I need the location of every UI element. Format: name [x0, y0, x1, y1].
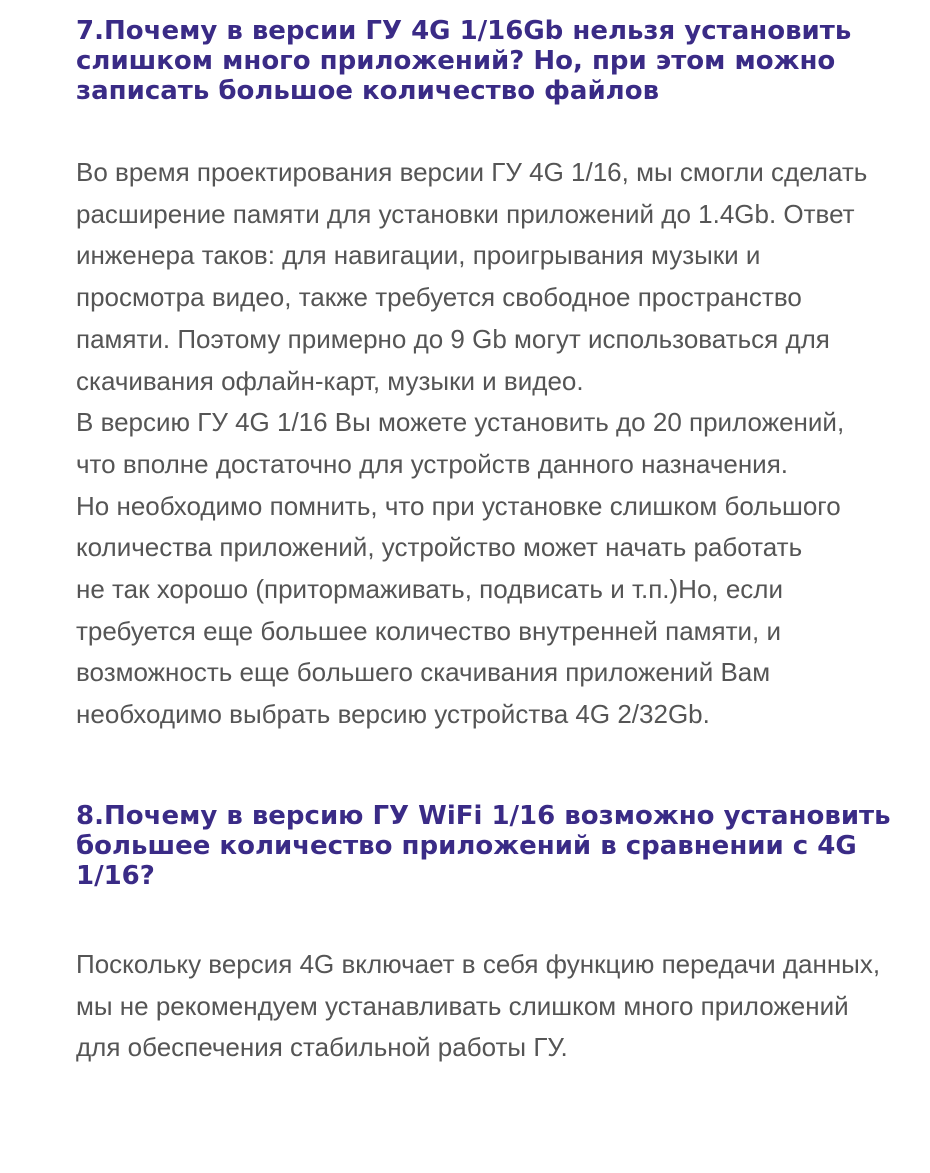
answer-line: скачивания офлайн-карт, музыки и видео.: [76, 365, 584, 396]
answer-line: необходимо выбрать версию устройства 4G 2/32Gb.: [76, 699, 710, 730]
faq-answer-8: [76, 944, 881, 1069]
question-line: слишком много приложений? Но, при этом можно: [76, 46, 836, 76]
answer-line: В версию ГУ 4G 1/16 Вы можете установить до 20 приложений,: [76, 407, 845, 438]
question-line: большее количество приложений в сравнении с 4G: [76, 831, 857, 861]
question-line: 8.Почему в версию ГУ WiFi 1/16 возможно установить: [76, 801, 891, 831]
answer-line: памяти. Поэтому примерно до 9 Gb могут использоваться для: [76, 323, 830, 354]
faq-question-7: [76, 16, 856, 106]
answer-line: что вполне достаточно для устройств данного назначения.: [76, 448, 789, 479]
answer-line: Но необходимо помнить, что при установке слишком большого: [76, 490, 841, 521]
answer-line: для обеспечения стабильной работы ГУ.: [76, 1032, 568, 1063]
faq-answer-7: [76, 152, 868, 736]
question-line: 7.Почему в версии ГУ 4G 1/16Gb нельзя установить: [76, 16, 852, 46]
question-heading: [76, 16, 856, 106]
question-line: 1/16?: [76, 861, 155, 891]
answer-line: Во время проектирования версии ГУ 4G 1/16, мы смогли сделать: [76, 157, 868, 187]
answer-line: расширение памяти для установки приложений до 1.4Gb. Ответ: [76, 198, 855, 229]
answer-line: требуется еще большее количество внутренней памяти, и: [76, 615, 782, 646]
answer-line: возможность еще большего скачивания приложений Вам: [76, 657, 771, 688]
answer-line: мы не рекомендуем устанавливать слишком много приложений: [76, 990, 849, 1021]
faq-question-8: [76, 801, 891, 891]
answer-paragraph: [76, 944, 881, 1069]
answer-line: не так хорошо (притормаживать, подвисать и т.п.)Но, если: [76, 574, 784, 605]
answer-paragraph: [76, 152, 868, 736]
question-heading: [76, 801, 891, 891]
question-line: записать большое количество файлов: [76, 76, 660, 106]
answer-line: просмотра видео, также требуется свободное пространство: [76, 282, 802, 313]
answer-line: Поскольку версия 4G включает в себя функцию передачи данных,: [76, 949, 881, 979]
answer-line: инженера таков: для навигации, проигрывания музыки и: [76, 240, 761, 271]
answer-line: количества приложений, устройство может начать работать: [76, 532, 803, 563]
